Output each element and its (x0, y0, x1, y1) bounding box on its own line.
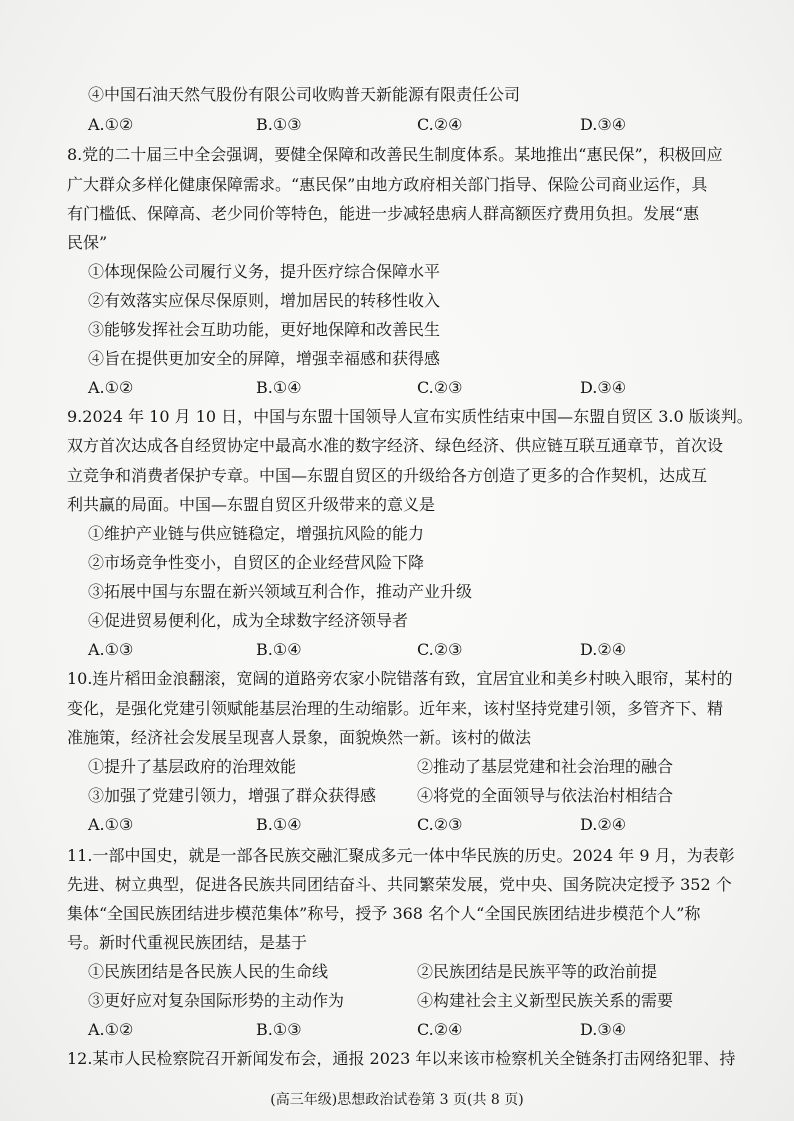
q9-option-c: C.②③ (417, 640, 463, 659)
q8-stem-line: 有门槛低、保障高、老少同价等特色，能进一步减轻患病人群高额医疗费用负担。发展“惠 (67, 204, 700, 223)
q8-item-1: ①体现保险公司履行义务，提升医疗综合保障水平 (88, 262, 441, 281)
q9-stem-line: 立竞争和消费者保护专章。中国—东盟自贸区的升级给各方创造了更多的合作契机，达成互 (67, 466, 708, 485)
q9-stem-line: 9.2024 年 10 月 10 日，中国与东盟十国领导人宣布实质性结束中国—东盟自贸区 3.0 版谈判。 (67, 407, 753, 426)
q9-item-1: ①维护产业链与供应链稳定，增强抗风险的能力 (88, 524, 425, 543)
q10-item-4: ④将党的全面领导与依法治村相结合 (417, 786, 674, 805)
q8-stem-line: 广大群众多样化健康保障需求。“惠民保”由地方政府相关部门指导、保险公司商业运作，具 (67, 175, 708, 194)
q8-option-d: D.③④ (580, 378, 627, 397)
q11-stem-line: 11.一部中国史，就是一部各民族交融汇聚成多元一体中华民族的历史。2024 年 9 月，为表彰 (67, 846, 735, 865)
q9-option-b: B.①④ (256, 640, 302, 659)
q7-option-c: C.②④ (417, 115, 463, 134)
q7-option-d: D.③④ (580, 115, 627, 134)
q10-option-d: D.②④ (580, 815, 627, 834)
q10-option-a: A.①③ (88, 815, 134, 834)
q9-option-a: A.①③ (88, 640, 134, 659)
q8-item-3: ③能够发挥社会互助功能，更好地保障和改善民生 (88, 320, 441, 339)
q11-option-d: D.③④ (580, 1020, 627, 1039)
q8-option-a: A.①② (88, 378, 134, 397)
q11-option-c: C.②④ (417, 1020, 463, 1039)
q10-option-c: C.②③ (417, 815, 463, 834)
q8-option-c: C.②③ (417, 378, 463, 397)
q11-option-b: B.①③ (256, 1020, 302, 1039)
q10-stem-line: 准施策，经济社会发展呈现喜人景象，面貌焕然一新。该村的做法 (67, 728, 532, 747)
q10-item-2: ②推动了基层党建和社会治理的融合 (417, 757, 674, 776)
q11-item-1: ①民族团结是各民族人民的生命线 (88, 962, 329, 981)
q11-item-2: ②民族团结是民族平等的政治前提 (417, 962, 658, 981)
q7-option-a: A.①② (88, 115, 134, 134)
q11-stem-line: 号。新时代重视民族团结，是基于 (67, 933, 308, 952)
q9-item-4: ④促进贸易便利化，成为全球数字经济领导者 (88, 611, 409, 630)
page-footer: (高三年级)思想政治试卷第 3 页(共 8 页) (270, 1092, 524, 1108)
q9-option-d: D.②④ (580, 640, 627, 659)
q7-option-b: B.①③ (256, 115, 302, 134)
q11-stem-line: 先进、树立典型，促进各民族共同团结奋斗、共同繁荣发展，党中央、国务院决定授予 352 个 (67, 875, 732, 894)
q11-option-a: A.①② (88, 1020, 134, 1039)
q10-option-b: B.①④ (256, 815, 302, 834)
q11-item-4: ④构建社会主义新型民族关系的需要 (417, 991, 674, 1010)
q8-item-4: ④旨在提供更加安全的屏障，增强幸福感和获得感 (88, 349, 441, 368)
q10-stem-line: 10.连片稻田金浪翻滚，宽阔的道路旁农家小院错落有致，宜居宜业和美乡村映入眼帘，某村的 (67, 669, 733, 688)
q8-item-2: ②有效落实应保尽保原则，增加居民的转移性收入 (88, 291, 441, 310)
q11-item-3: ③更好应对复杂国际形势的主动作为 (88, 991, 345, 1010)
q8-stem-line: 8.党的二十届三中全会强调，要健全保障和改善民生制度体系。某地推出“惠民保”，积极回应 (67, 145, 723, 164)
q9-item-3: ③拓展中国与东盟在新兴领域互利合作，推动产业升级 (88, 582, 473, 601)
q12-stem-line: 12.某市人民检察院召开新闻发布会，通报 2023 年以来该市检察机关全链条打击网络犯罪、持 (67, 1049, 736, 1068)
q9-item-2: ②市场竞争性变小，自贸区的企业经营风险下降 (88, 553, 425, 572)
q7-item-4: ④中国石油天然气股份有限公司收购普天新能源有限责任公司 (88, 85, 521, 104)
q8-stem-line: 民保” (67, 233, 108, 252)
q9-stem-line: 双方首次达成各自经贸协定中最高水准的数字经济、绿色经济、供应链互联互通章节，首次设 (67, 436, 724, 455)
q10-stem-line: 变化，是强化党建引领赋能基层治理的生动缩影。近年来，该村坚持党建引领，多管齐下、精 (67, 699, 724, 718)
q8-option-b: B.①④ (256, 378, 302, 397)
q9-stem-line: 利共赢的局面。中国—东盟自贸区升级带来的意义是 (67, 495, 436, 514)
q10-item-3: ③加强了党建引领力，增强了群众获得感 (88, 786, 377, 805)
q11-stem-line: 集体“全国民族团结进步模范集体”称号，授予 368 名个人“全国民族团结进步模范个人”称 (67, 904, 701, 923)
q10-item-1: ①提升了基层政府的治理效能 (88, 757, 297, 776)
